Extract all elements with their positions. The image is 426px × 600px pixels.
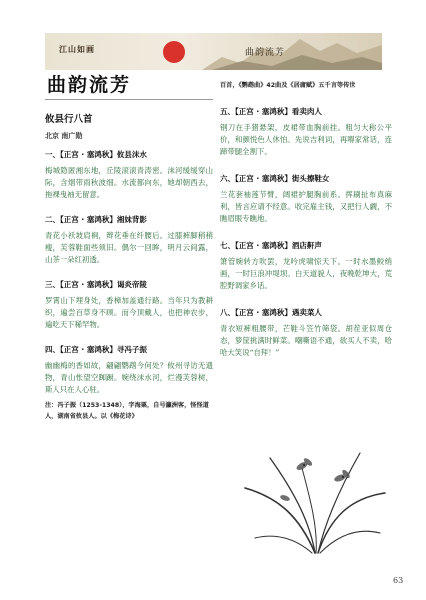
right-column: [220, 80, 392, 359]
header-banner: [45, 33, 382, 70]
poem-body: 青衣短裤粗腰带，芒鞋斗笠竹筛袋。胡茬亚似周仓态，箩筐挑满时鲜菜。嘲嘶语不通，欲买人不卖，哈哈大笑说“自拜！”: [220, 324, 392, 357]
poem-1: [45, 150, 213, 201]
poem-body: 青花小袄坡肩裥，辫花垂在纤腰后。过膝裤脚稍稍瘦，芙蓉鞋面些须旧。偶尔一回眸，明月云间露，山茶一朵红初透。: [45, 231, 213, 264]
poem-title: 七、【正宫 · 塞鸿秋】酒店鼾声: [220, 241, 322, 250]
red-sun-icon: [163, 41, 185, 63]
page-title: 曲韵流芳: [47, 74, 132, 96]
poem-title: 五、【正宫 · 塞鸿秋】看卖肉人: [220, 107, 322, 116]
poem-7: [220, 241, 392, 292]
section-author: 北京 南广勋: [45, 132, 83, 140]
poem-title: 四、【正宫 · 塞鸿秋】寻冯子振: [45, 345, 147, 354]
poem-body: 梅城隐匿湘东地，丘陵滚滚青涛密。沫河缓缓穿山际，含烟带雨秋波细。水流都向东，她却朝西去，拖裸曳袖无留意。: [45, 166, 213, 199]
section-title: 攸县行八首: [45, 114, 93, 125]
title-rule: [45, 99, 213, 100]
page-number: 63: [393, 576, 404, 585]
orchid-ink-painting-icon: [240, 438, 390, 558]
footnote-right: 百首，《鹦鹉曲》42曲及《居庸赋》五千言等传世: [220, 82, 356, 89]
poem-title: 二、【正宫 · 塞鸿秋】湘妹背影: [45, 215, 147, 224]
poem-body: 幽幽梅的香如故，翩翩鹦鹉今何处？攸州寻访无遗物，青山怅望空踟蹰。婉绕沫水河，烂漫芙蓉树，斯人只在人心驻。: [45, 361, 213, 394]
poem-body: 箫管婉转方吹罢，龙吟虎啸惊天下。一时水墨鲛绡画，一时巨浪冲堤坝。白天道貌人，夜晚乾坤大，荒腔野调家乡话。: [220, 257, 392, 290]
poem-title: 八、【正宫 · 塞鸿秋】遇卖菜人: [220, 308, 322, 317]
poem-2: [45, 215, 213, 266]
poem-title: 一、【正宫 · 塞鸿秋】攸县沫水: [45, 150, 147, 159]
poem-title: 三、【正宫 · 塞鸿秋】谒炎帝陵: [45, 280, 147, 289]
left-column: [45, 70, 213, 422]
footnote-left: 注：冯子振（1253-1348），字海粟，自号瀛洲客，怪怪道人，湖南省攸县人。以《梅花诗》: [45, 402, 209, 420]
poem-body: 罗霄山下埋身处，香樟加盖通行路。当年只为教耕织，遍尝百草身不顾。而今顶戴人，也把神农步，遍吃天下稀罕物。: [45, 296, 213, 329]
poem-6: [220, 174, 392, 225]
poem-body: 兰花套袖莲节臂，阔裙护腿胸前系。挥刷扯布真麻利，皆言应请不经意。收完雇主钱，又把行人觑，不瞧眉眼专瞧地。: [220, 190, 392, 223]
poem-4: [45, 345, 213, 396]
poem-body: 钢刀在手猪悬架，皮裙带血胸前挂。粗匀大称公平价，和颜悦色人休怕。先说吉利词，再嘚家常话，连蹄带腿全割下。: [220, 123, 392, 156]
poem-3: [45, 280, 213, 331]
poem-title: 六、【正宫 · 塞鸿秋】街头擦鞋女: [220, 174, 330, 183]
poem-5: [220, 107, 392, 158]
mountain-landscape-icon: [202, 33, 382, 70]
banner-section-title: 曲韵流芳: [245, 48, 286, 58]
banner-calligraphy: 江山如画: [59, 44, 95, 54]
poem-8: [220, 308, 392, 359]
